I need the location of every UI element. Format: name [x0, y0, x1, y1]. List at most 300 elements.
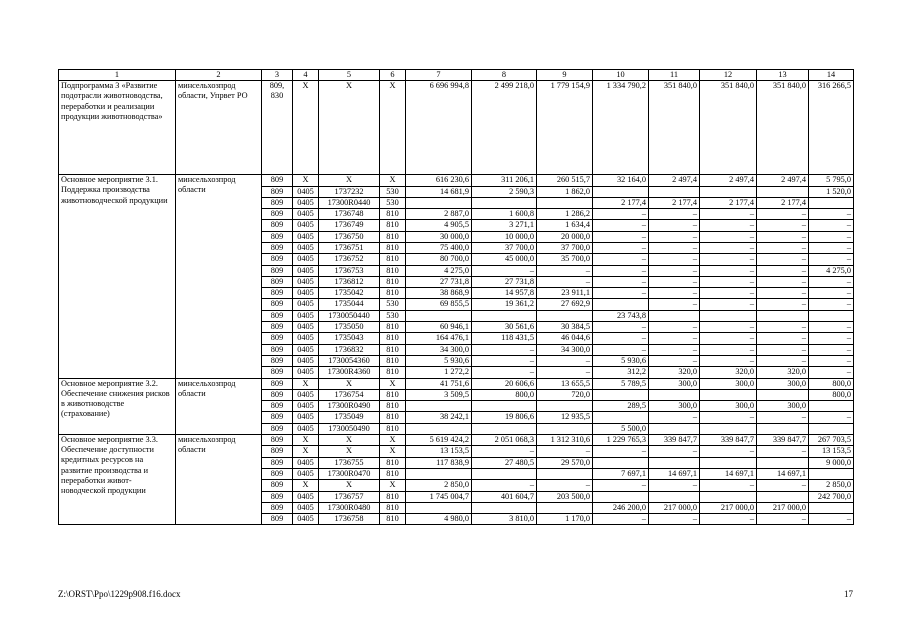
table-cell: 17300R0470	[319, 468, 380, 479]
table-cell: 34 300,0	[537, 344, 593, 355]
table-cell: 809	[262, 502, 293, 513]
header-cell: 14	[809, 70, 854, 81]
table-cell: 809	[262, 310, 293, 321]
table-cell: 19 361,2	[472, 299, 537, 310]
table-cell: 4 275,0	[809, 265, 854, 276]
table-cell: 809	[262, 288, 293, 299]
table-cell: –	[649, 480, 700, 491]
table-cell	[649, 491, 700, 502]
table-cell: 246 200,0	[593, 502, 649, 513]
header-row	[59, 70, 854, 81]
table-cell: 13 153,5	[809, 446, 854, 457]
table-cell: 1735049	[319, 412, 380, 423]
table-cell	[593, 299, 649, 310]
table-cell: –	[757, 220, 809, 231]
header-cell: 2	[176, 70, 262, 81]
table-cell: 1736755	[319, 457, 380, 468]
table-cell: 810	[380, 491, 406, 502]
table-cell: 0405	[293, 333, 319, 344]
table-cell: 0405	[293, 468, 319, 479]
table-cell: Х	[293, 175, 319, 186]
table-cell: –	[593, 254, 649, 265]
program-name: Основное мероприятие 3.2. Обеспечение снижения рисков в животноводстве (страхование)	[59, 378, 176, 434]
table-cell: 809	[262, 220, 293, 231]
table-cell: 810	[380, 502, 406, 513]
table-cell: 9 000,0	[809, 457, 854, 468]
table-cell: 2 177,4	[700, 197, 757, 208]
table-cell: –	[700, 333, 757, 344]
table-cell: 1730054360	[319, 355, 380, 366]
table-cell: 0405	[293, 355, 319, 366]
table-cell	[757, 310, 809, 321]
table-cell: –	[757, 514, 809, 525]
table-cell: 267 703,5	[809, 435, 854, 446]
table-cell: 809	[262, 344, 293, 355]
table-cell: 300,0	[700, 378, 757, 389]
table-cell: 2 850,0	[406, 480, 472, 491]
table-cell: 810	[380, 265, 406, 276]
table-cell: 0405	[293, 288, 319, 299]
table-cell: –	[700, 322, 757, 333]
table-cell: 1 779 154,9	[537, 81, 593, 175]
table-cell: 809	[262, 231, 293, 242]
table-cell: –	[809, 299, 854, 310]
table-cell: 10 000,0	[472, 231, 537, 242]
table-cell	[472, 310, 537, 321]
table-cell: 800,0	[809, 389, 854, 400]
table-cell: 5 930,6	[593, 355, 649, 366]
table-cell: –	[593, 209, 649, 220]
table-cell: –	[649, 322, 700, 333]
table-row	[59, 378, 854, 389]
table-cell: 809	[262, 186, 293, 197]
table-cell: 14 681,9	[406, 186, 472, 197]
table-cell: 2 497,4	[757, 175, 809, 186]
table-cell: 217 000,0	[757, 502, 809, 513]
table-cell: 0405	[293, 254, 319, 265]
table-cell	[700, 423, 757, 434]
table-cell: –	[809, 367, 854, 378]
header-cell: 11	[649, 70, 700, 81]
table-cell: –	[537, 355, 593, 366]
table-cell: 809	[262, 276, 293, 287]
table-cell: 1 520,0	[809, 186, 854, 197]
table-cell: Х	[319, 435, 380, 446]
page-number: 17	[844, 589, 853, 599]
table-cell: 1 272,2	[406, 367, 472, 378]
table-cell	[537, 468, 593, 479]
table-cell: Х	[380, 175, 406, 186]
table-cell: 5 795,0	[809, 175, 854, 186]
table-cell: –	[809, 288, 854, 299]
table-cell: –	[593, 276, 649, 287]
table-cell: 809	[262, 197, 293, 208]
table-cell: –	[757, 333, 809, 344]
table-cell: 37 700,0	[472, 242, 537, 253]
table-cell: –	[809, 254, 854, 265]
table-cell	[649, 423, 700, 434]
table-cell: 3 810,0	[472, 514, 537, 525]
table-cell: 809	[262, 265, 293, 276]
table-cell: 320,0	[649, 367, 700, 378]
table-cell: 810	[380, 412, 406, 423]
table-cell: 1736754	[319, 389, 380, 400]
table-cell	[649, 457, 700, 468]
table-cell: 3 271,1	[472, 220, 537, 231]
table-cell: 809	[262, 322, 293, 333]
table-cell: –	[593, 514, 649, 525]
table-cell: 27 731,8	[406, 276, 472, 287]
table-cell: 20 606,6	[472, 378, 537, 389]
table-cell: 38 868,9	[406, 288, 472, 299]
table-cell: –	[700, 220, 757, 231]
executor: минсельхозпрод области, Упрвет РО	[176, 81, 262, 175]
table-cell: 60 946,1	[406, 322, 472, 333]
program-name: Подпрограмма 3 «Развитие подотрасли животноводства, переработки и реализации продукции животноводства»	[59, 81, 176, 175]
table-cell	[700, 186, 757, 197]
table-cell: –	[472, 480, 537, 491]
table-cell: 45 000,0	[472, 254, 537, 265]
table-cell: 6 696 994,8	[406, 81, 472, 175]
table-cell: 339 847,7	[649, 435, 700, 446]
table-cell: –	[809, 231, 854, 242]
table-cell: 800,0	[809, 378, 854, 389]
table-cell: 0405	[293, 220, 319, 231]
table-cell	[593, 412, 649, 423]
table-cell: 1 745 004,7	[406, 491, 472, 502]
table-cell	[700, 389, 757, 400]
table-cell	[700, 491, 757, 502]
table-cell: –	[700, 344, 757, 355]
table-cell: 810	[380, 401, 406, 412]
table-cell: 289,5	[593, 401, 649, 412]
table-cell: 34 300,0	[406, 344, 472, 355]
table-cell: –	[472, 355, 537, 366]
executor: минсельхозпрод области	[176, 435, 262, 525]
executor: минсельхозпрод области	[176, 175, 262, 378]
table-cell: 300,0	[649, 378, 700, 389]
table-cell: 339 847,7	[700, 435, 757, 446]
table-cell: –	[593, 446, 649, 457]
table-cell: 2 499 218,0	[472, 81, 537, 175]
table-cell: 1 286,2	[537, 209, 593, 220]
table-cell: –	[537, 276, 593, 287]
table-cell: –	[757, 242, 809, 253]
table-cell: 809	[262, 435, 293, 446]
table-cell: 19 806,6	[472, 412, 537, 423]
table-cell: 69 855,5	[406, 299, 472, 310]
table-cell: 35 700,0	[537, 254, 593, 265]
table-cell: 351 840,0	[757, 81, 809, 175]
table-cell: 300,0	[700, 401, 757, 412]
table-cell: 1 334 790,2	[593, 81, 649, 175]
table-cell: 0405	[293, 491, 319, 502]
table-cell: Х	[293, 378, 319, 389]
table-cell: 810	[380, 209, 406, 220]
table-cell: 2 887,0	[406, 209, 472, 220]
table-cell	[472, 423, 537, 434]
table-cell: 351 840,0	[700, 81, 757, 175]
table-cell: Х	[380, 446, 406, 457]
table-cell: 2 177,4	[649, 197, 700, 208]
table-cell: –	[700, 514, 757, 525]
program-name: Основное мероприятие 3.1. Поддержка производства животноводческой продукции	[59, 175, 176, 378]
table-cell: –	[649, 299, 700, 310]
table-cell	[809, 423, 854, 434]
table-cell: 27 480,5	[472, 457, 537, 468]
table-cell	[809, 502, 854, 513]
table-cell: 1735044	[319, 299, 380, 310]
table-cell: –	[809, 322, 854, 333]
table-cell	[406, 310, 472, 321]
table-cell: –	[757, 288, 809, 299]
table-cell	[809, 197, 854, 208]
table-cell: –	[809, 514, 854, 525]
table-cell: 5 619 424,2	[406, 435, 472, 446]
table-cell: 14 697,1	[700, 468, 757, 479]
table-cell: 810	[380, 322, 406, 333]
table-cell: 810	[380, 355, 406, 366]
table-cell: 809	[262, 514, 293, 525]
table-cell: 0405	[293, 231, 319, 242]
table-cell: 810	[380, 254, 406, 265]
table-cell: 0405	[293, 265, 319, 276]
table-cell: 0405	[293, 322, 319, 333]
table-cell: –	[537, 367, 593, 378]
table-cell: 1730050440	[319, 310, 380, 321]
header-cell: 7	[406, 70, 472, 81]
table-cell: 810	[380, 457, 406, 468]
table-cell: Х	[319, 175, 380, 186]
table-cell	[406, 401, 472, 412]
table-cell: 0405	[293, 423, 319, 434]
table-cell: 809	[262, 333, 293, 344]
table-cell: 809	[262, 242, 293, 253]
table-cell: 0405	[293, 209, 319, 220]
table-cell: 41 751,6	[406, 378, 472, 389]
table-cell: 20 000,0	[537, 231, 593, 242]
table-cell: 30 000,0	[406, 231, 472, 242]
table-cell: –	[472, 344, 537, 355]
table-cell: –	[757, 276, 809, 287]
table-cell: –	[809, 344, 854, 355]
table-cell: –	[472, 367, 537, 378]
executor: минсельхозпрод области	[176, 378, 262, 434]
table-cell: –	[700, 412, 757, 423]
table-cell: 0405	[293, 344, 319, 355]
table-cell: –	[593, 265, 649, 276]
table-cell: 1736758	[319, 514, 380, 525]
table-cell: 810	[380, 423, 406, 434]
table-cell: –	[757, 299, 809, 310]
table-cell: 0405	[293, 242, 319, 253]
table-cell	[593, 186, 649, 197]
table-cell: 809	[262, 480, 293, 491]
table-cell: 720,0	[537, 389, 593, 400]
table-cell: 29 570,0	[537, 457, 593, 468]
table-cell: –	[649, 412, 700, 423]
table-cell: 164 476,1	[406, 333, 472, 344]
table-cell: –	[757, 254, 809, 265]
table-cell: Х	[380, 378, 406, 389]
table-cell: 0405	[293, 299, 319, 310]
table-cell: 300,0	[757, 378, 809, 389]
table-cell: –	[649, 344, 700, 355]
table-cell: 37 700,0	[537, 242, 593, 253]
table-cell: 1736750	[319, 231, 380, 242]
table-cell: –	[537, 265, 593, 276]
table-cell	[406, 468, 472, 479]
table-cell: 118 431,5	[472, 333, 537, 344]
table-cell: 2 497,4	[649, 175, 700, 186]
table-cell: 80 700,0	[406, 254, 472, 265]
table-cell: 0405	[293, 502, 319, 513]
table-cell: 1735042	[319, 288, 380, 299]
table-cell: –	[757, 265, 809, 276]
table-cell: –	[649, 231, 700, 242]
table-cell: 320,0	[757, 367, 809, 378]
table-cell: –	[757, 344, 809, 355]
table-cell: 2 497,4	[700, 175, 757, 186]
table-cell: –	[649, 288, 700, 299]
table-cell: 810	[380, 344, 406, 355]
table-cell: –	[809, 333, 854, 344]
table-cell: –	[700, 276, 757, 287]
table-cell: –	[757, 355, 809, 366]
table-cell: 300,0	[757, 401, 809, 412]
table-cell: 2 177,4	[757, 197, 809, 208]
table-cell	[757, 457, 809, 468]
table-cell: –	[757, 480, 809, 491]
table-cell: 0405	[293, 457, 319, 468]
table-cell: 809	[262, 412, 293, 423]
table-cell: 5 789,5	[593, 378, 649, 389]
table-cell: 4 275,0	[406, 265, 472, 276]
table-cell: 0405	[293, 197, 319, 208]
table-cell: –	[809, 242, 854, 253]
table-cell: 0405	[293, 186, 319, 197]
table-cell: 1736748	[319, 209, 380, 220]
table-cell: –	[757, 446, 809, 457]
table-cell: 810	[380, 242, 406, 253]
table-cell: 4 980,0	[406, 514, 472, 525]
table-cell: 1737232	[319, 186, 380, 197]
table-cell: 809	[262, 491, 293, 502]
table-cell: –	[649, 254, 700, 265]
table-cell: 23 911,1	[537, 288, 593, 299]
table-cell: Х	[380, 435, 406, 446]
table-cell: –	[649, 242, 700, 253]
program-name: Основное мероприятие 3.3. Обеспечение доступности кредитных ресурсов на развитие производства и переработки живот-новодческой продукции	[59, 435, 176, 525]
table-cell: 1736752	[319, 254, 380, 265]
table-cell: 1736757	[319, 491, 380, 502]
table-cell: –	[593, 344, 649, 355]
table-cell: 0405	[293, 401, 319, 412]
table-cell	[472, 401, 537, 412]
budget-table	[58, 69, 853, 525]
table-cell: –	[649, 514, 700, 525]
table-cell: –	[809, 220, 854, 231]
table-cell: –	[537, 480, 593, 491]
table-cell: 30 561,6	[472, 322, 537, 333]
table-cell: 616 230,6	[406, 175, 472, 186]
table-cell: 809	[262, 468, 293, 479]
table-cell: 117 838,9	[406, 457, 472, 468]
table-cell	[649, 186, 700, 197]
table-cell: 809, 830	[262, 81, 293, 175]
table-cell: –	[700, 355, 757, 366]
table-cell: Х	[293, 480, 319, 491]
table-cell: –	[593, 288, 649, 299]
table-cell	[406, 502, 472, 513]
table-cell: 809	[262, 378, 293, 389]
table-cell: 14 697,1	[649, 468, 700, 479]
table-cell: Х	[293, 435, 319, 446]
table-cell: 0405	[293, 276, 319, 287]
table-cell: –	[757, 231, 809, 242]
table-cell: –	[649, 355, 700, 366]
table-cell: –	[593, 242, 649, 253]
table-cell	[537, 423, 593, 434]
header-cell: 5	[319, 70, 380, 81]
table-cell: 300,0	[649, 401, 700, 412]
table-cell	[757, 186, 809, 197]
table-cell: 38 242,1	[406, 412, 472, 423]
table-cell	[809, 310, 854, 321]
table-cell: 311 206,1	[472, 175, 537, 186]
table-cell: 2 850,0	[809, 480, 854, 491]
table-cell	[649, 310, 700, 321]
table-cell: 530	[380, 299, 406, 310]
table-cell: –	[700, 446, 757, 457]
table-cell: 809	[262, 423, 293, 434]
table-cell: 810	[380, 367, 406, 378]
table-cell: –	[649, 220, 700, 231]
table-cell: 810	[380, 288, 406, 299]
table-cell	[757, 423, 809, 434]
table-cell: 4 905,5	[406, 220, 472, 231]
table-cell: –	[593, 322, 649, 333]
table-cell: 17300R0490	[319, 401, 380, 412]
table-cell: 530	[380, 310, 406, 321]
table-cell: 27 692,9	[537, 299, 593, 310]
table-cell: 530	[380, 197, 406, 208]
table-cell: 13 655,5	[537, 378, 593, 389]
table-cell: –	[649, 333, 700, 344]
table-cell: 2 590,3	[472, 186, 537, 197]
table-cell: 3 509,5	[406, 389, 472, 400]
footer-file-path: Z:\ORST\Ppo\1229p908.f16.docx	[58, 589, 181, 599]
table-cell: 1736753	[319, 265, 380, 276]
table-cell: –	[472, 265, 537, 276]
table-cell: –	[593, 480, 649, 491]
header-cell: 13	[757, 70, 809, 81]
table-cell: 351 840,0	[649, 81, 700, 175]
table-cell: Х	[319, 378, 380, 389]
table-cell: –	[649, 276, 700, 287]
table-cell: 30 384,5	[537, 322, 593, 333]
table-cell: Х	[380, 480, 406, 491]
table-cell: 810	[380, 220, 406, 231]
table-cell: 810	[380, 514, 406, 525]
table-cell: –	[649, 265, 700, 276]
table-cell: 5 500,0	[593, 423, 649, 434]
table-cell: 7 697,1	[593, 468, 649, 479]
table-cell	[537, 197, 593, 208]
table-cell: 809	[262, 457, 293, 468]
table-cell	[757, 491, 809, 502]
table-cell: –	[700, 480, 757, 491]
